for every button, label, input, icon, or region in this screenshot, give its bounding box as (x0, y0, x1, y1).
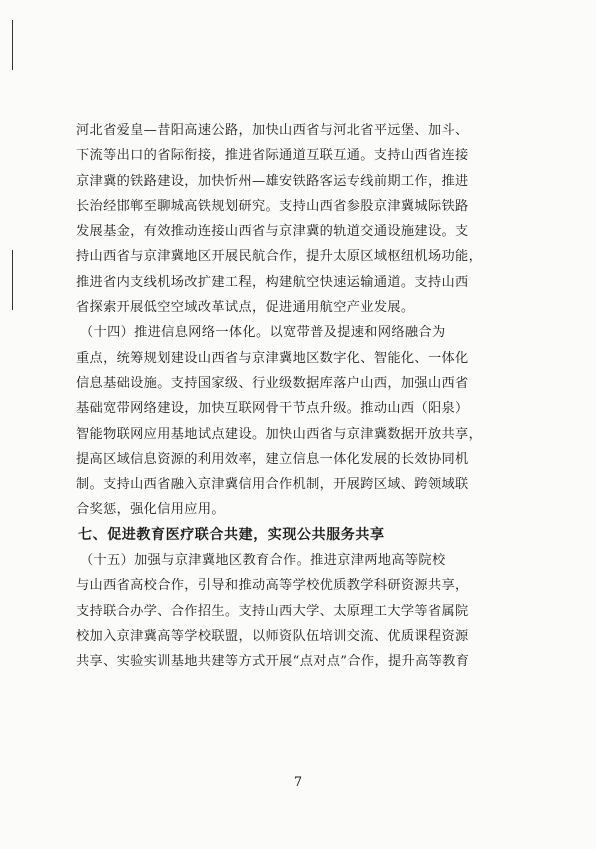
text-line: （十四）推进信息网络一体化。以宽带普及提速和网络融合为 (80, 325, 446, 341)
text-line: 发展基金，有效推动连接山西省与京津冀的轨道交通设施建设。支 (76, 224, 469, 240)
text-line: 支持联合办学、合作招生。支持山西大学、太原理工大学等省属院 (76, 603, 469, 619)
text-line: （十五）加强与京津冀地区教育合作。推进京津两地高等院校 (80, 553, 446, 569)
text-line: 合奖惩，强化信用应用。 (76, 502, 225, 518)
text-line: 智能物联网应用基地试点建设。加快山西省与京津冀数据开放共享， (76, 426, 483, 442)
text-line: 共享、实验实训基地共建等方式开展“点对点”合作，提升高等教育 (76, 654, 470, 670)
binding-mark (12, 250, 13, 310)
text-line: 与山西省高校合作，引导和推动高等学校优质教学科研资源共享， (76, 578, 469, 594)
binding-mark (12, 20, 13, 70)
text-line: 下流等出口的省际衔接，推进省际通道互联互通。支持山西省连接 (76, 148, 469, 164)
text-line: 重点，统筹规划建设山西省与京津冀地区数字化、智能化、一体化 (76, 350, 469, 366)
text-line: 省探索开展低空空域改革试点，促进通用航空产业发展。 (76, 300, 415, 316)
text-line: 校加入京津冀高等学校联盟，以师资队伍培训交流、优质课程资源 (76, 628, 469, 644)
text-line: 信息基础设施。支持国家级、行业级数据库落户山西，加强山西省 (76, 375, 469, 391)
text-line: 推进省内支线机场改扩建工程，构建航空快速运输通道。支持山西 (76, 274, 469, 290)
text-line: 提高区域信息资源的利用效率，建立信息一体化发展的长效协同机 (76, 451, 469, 467)
text-line: 长治经邯郸至聊城高铁规划研究。支持山西省参股京津冀城际铁路 (76, 198, 469, 214)
text-line: 河北省爱皇—昔阳高速公路，加快山西省与河北省平远堡、加斗、 (76, 123, 469, 138)
text-line: 京津冀的铁路建设，加快忻州—雄安铁路客运专线前期工作，推进 (76, 173, 469, 189)
section-heading: 七、促进教育医疗联合共建，实现公共服务共享 (78, 526, 385, 543)
page-number: 7 (293, 775, 303, 790)
paragraph-information-network (76, 320, 510, 522)
text-line: 制。支持山西省融入京津冀信用合作机制，开展跨区域、跨领域联 (76, 477, 469, 493)
text-line: 基础宽带网络建设，加快互联网骨干节点升级。推动山西（阳泉） (76, 401, 469, 417)
paragraph-education (76, 548, 510, 674)
body-text (76, 118, 510, 675)
paragraph-transport (76, 118, 510, 320)
text-line: 持山西省与京津冀地区开展民航合作，提升太原区域枢纽机场功能， (76, 249, 483, 265)
